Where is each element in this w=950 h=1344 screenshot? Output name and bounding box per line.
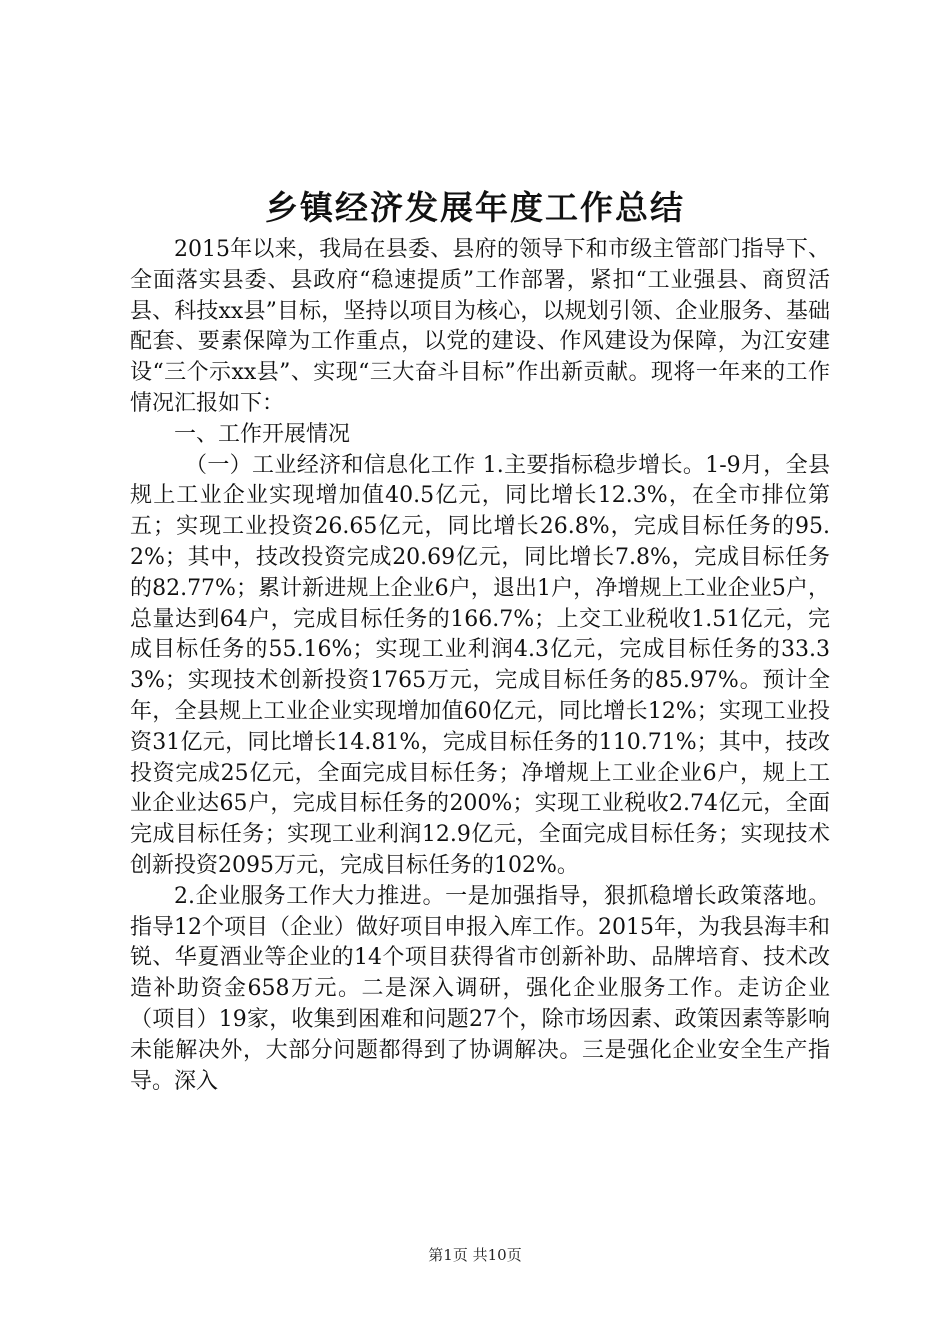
intro-paragraph: 2015年以来，我局在县委、县府的领导下和市级主管部门指导下、全面落实县委、县政府“稳速提质”工作部署，紧扣“工业强县、商贸活县、科技xx县”目标，坚持以项目为核心，以规划引领、企业服务、基础配套、要素保障为工作重点，以党的建设、作风建设为保障，为江安建设“三个示xx县”、实现“三大奋斗目标”作出新贡献。现将一年来的工作情况汇报如下： (130, 237, 830, 416)
document-title: 乡镇经济发展年度工作总结 (265, 188, 685, 227)
section-heading: 一、工作开展情况 (174, 421, 351, 447)
document-body (130, 235, 830, 1097)
page-footer: 第1页 共10页 (428, 1246, 522, 1264)
industrial-economy-paragraph: （一）工业经济和信息化工作 1.主要指标稳步增长。1-9月，全县规上工业企业实现增加值40.5亿元，同比增长12.3%，在全市排位第五；实现工业投资26.65亿元，同比增长26.8%，完成目标任务的95.2%；其中，技改投资完成20.69亿元，同比增长7.8%，完成目标任务的82.77%；累计新进规上企业6户，退出1户，净增规上工业企业5户，总量达到64户，完成目标任务的166.7%；上交工业税收1.51亿元，完成目标任务的55.16%；实现工业利润4.3亿元，完成目标任务的33.33%；实现技术创新投资1765万元，完成目标任务的85.97%。预计全年，全县规上工业企业实现增加值60亿元，同比增长12%；实现工业投资31亿元，同比增长14.81%，完成目标任务的110.71%；其中，技改投资完成25亿元，全面完成目标任务；净增规上工业企业6户，规上工业企业达65户，完成目标任务的200%；实现工业税收2.74亿元，全面完成目标任务；实现工业利润12.9亿元，全面完成目标任务；实现技术创新投资2095万元，完成目标任务的102%。 (130, 452, 830, 878)
enterprise-service-paragraph: 2.企业服务工作大力推进。一是加强指导，狠抓稳增长政策落地。指导12个项目（企业）做好项目申报入库工作。2015年，为我县海丰和锐、华夏酒业等企业的14个项目获得省市创新补助、品牌培育、技术改造补助资金658万元。二是深入调研，强化企业服务工作。走访企业（项目）19家，收集到困难和问题27个，除市场因素、政策因素等影响未能解决外，大部分问题都得到了协调解决。三是强化企业安全生产指导。深入 (130, 883, 830, 1094)
